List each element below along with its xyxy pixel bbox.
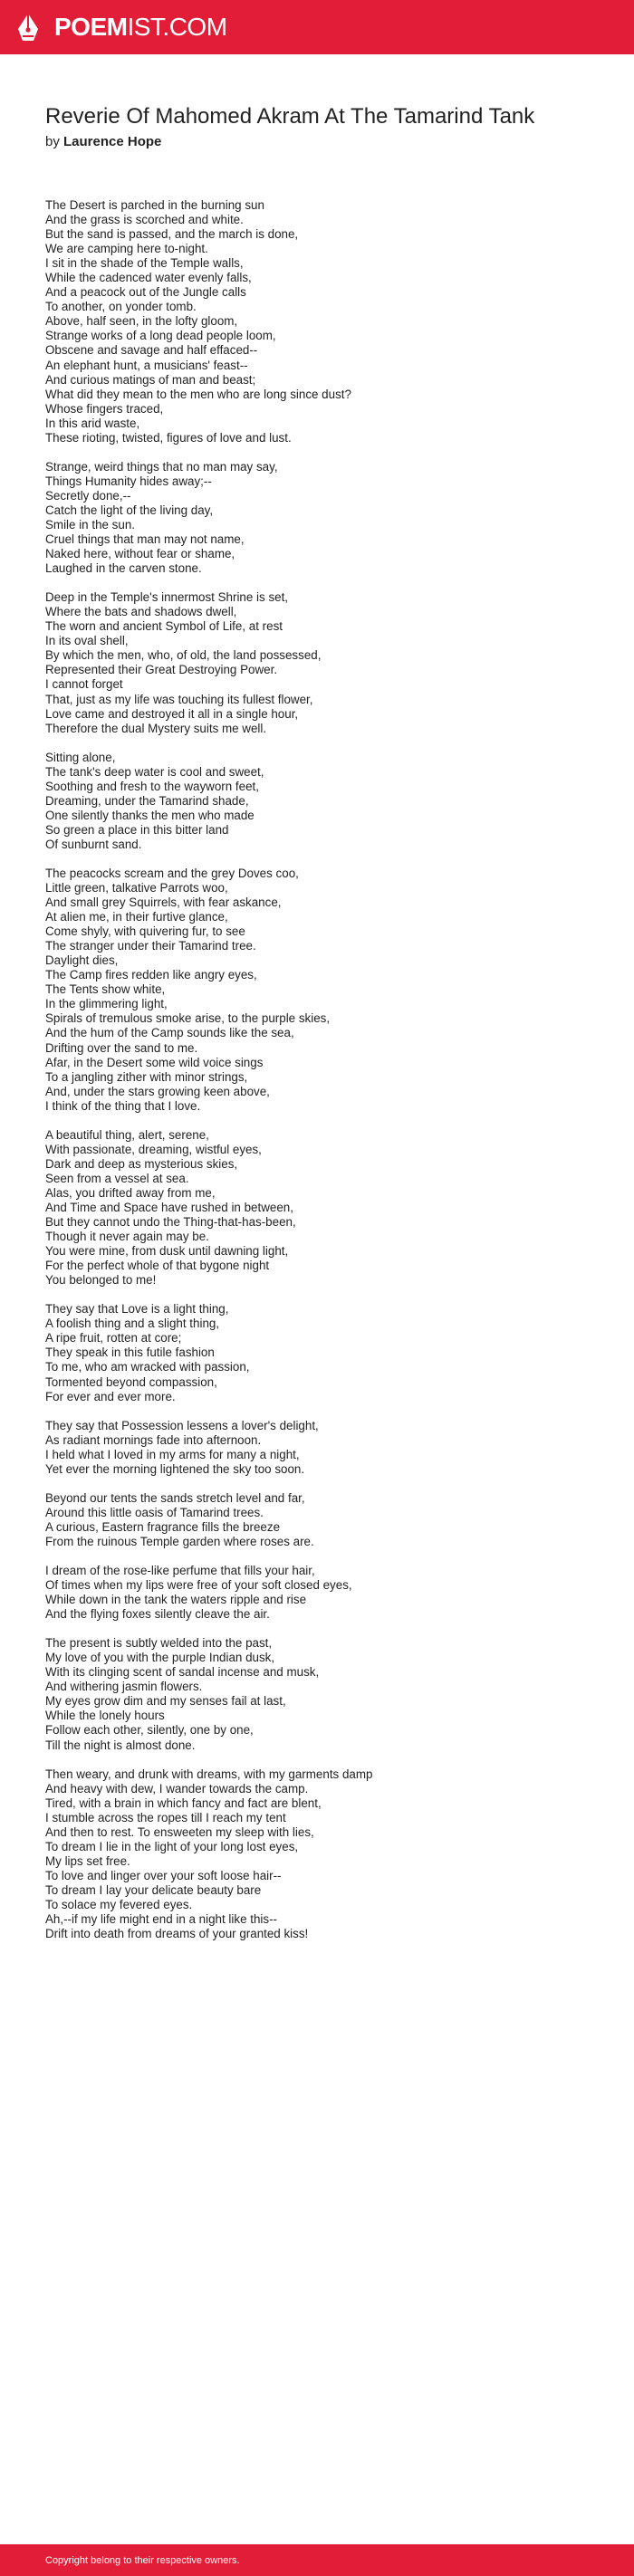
poem-line: A curious, Eastern fragrance fills the breeze	[45, 1519, 281, 1534]
poem-line: Ah,--if my life might end in a night like this--	[45, 1912, 278, 1927]
site-footer	[0, 2544, 634, 2576]
poem-line: Then weary, and drunk with dreams, with my garments damp	[45, 1767, 373, 1781]
poem-line: Whose fingers traced,	[45, 401, 164, 416]
poem-line: They say that Love is a light thing,	[45, 1302, 229, 1317]
stanza	[45, 1767, 598, 1942]
poem-line: And small grey Squirrels, with fear askance,	[45, 895, 282, 910]
by-label: by	[45, 134, 60, 149]
poem-line: To dream I lie in the light of your long lost eyes,	[45, 1839, 299, 1853]
poem-line: My love of you with the purple Indian dusk,	[45, 1651, 275, 1665]
poem-line: Soothing and fresh to the wayworn feet,	[45, 779, 259, 793]
poem-line: I stumble across the ropes till I reach my tent	[45, 1810, 286, 1824]
poem-line: Come shyly, with quivering fur, to see	[45, 924, 245, 939]
poem-line: Drifting over the sand to me.	[45, 1040, 198, 1055]
poem-line: Therefore the dual Mystery suits me well.	[45, 721, 267, 735]
poem-line: Above, half seen, in the lofty gloom,	[45, 314, 238, 329]
poem-line: While the lonely hours	[45, 1709, 165, 1723]
poem-line: The tank's deep water is cool and sweet,	[45, 764, 264, 779]
poem-line: While the cadenced water evenly falls,	[45, 271, 252, 285]
poem-line: To solace my fevered eyes.	[45, 1897, 193, 1911]
poem-line: The Tents show white,	[45, 982, 166, 997]
poem-line: Follow each other, silently, one by one,	[45, 1723, 254, 1738]
poem-line: For the perfect whole of that bygone night	[45, 1259, 270, 1273]
poem-line: And heavy with dew, I wander towards the camp.	[45, 1781, 309, 1796]
byline	[45, 133, 161, 151]
poem-line: At alien me, in their furtive glance,	[45, 910, 228, 924]
poem-line: Obscene and savage and half effaced--	[45, 343, 258, 358]
poem-line: But the sand is passed, and the march is done,	[45, 227, 299, 242]
poem-line: And a peacock out of the Jungle calls	[45, 285, 246, 300]
stanza	[45, 1491, 598, 1549]
poem-line: Around this little oasis of Tamarind trees.	[45, 1505, 264, 1519]
poem-line: And the hum of the Camp sounds like the sea,	[45, 1026, 294, 1040]
site-header	[0, 0, 634, 54]
poem-line: I sit in the shade of the Temple walls,	[45, 256, 244, 271]
poem-line: I held what I loved in my arms for many a night,	[45, 1447, 300, 1461]
poem-line: The worn and ancient Symbol of Life, at rest	[45, 619, 283, 634]
poem-line: Represented their Great Destroying Power.	[45, 663, 278, 677]
poem-line: And the flying foxes silently cleave the air.	[45, 1607, 270, 1622]
poem-line: Daylight dies,	[45, 953, 119, 968]
poem-line: Drift into death from dreams of your granted kiss!	[45, 1927, 309, 1941]
poem-line: They say that Possession lessens a lover's delight,	[45, 1418, 319, 1432]
poem-line: To another, on yonder tomb.	[45, 300, 197, 314]
poem-line: Of times when my lips were free of your soft closed eyes,	[45, 1578, 352, 1593]
poem-line: Though it never again may be.	[45, 1230, 209, 1244]
poem-line: In this arid waste,	[45, 416, 140, 430]
poem-line: Tired, with a brain in which fancy and fact are blent,	[45, 1796, 322, 1810]
poem-line: Dreaming, under the Tamarind shade,	[45, 793, 249, 808]
poem-body	[45, 198, 598, 1956]
stanza	[45, 751, 598, 852]
poem-line: To me, who am wracked with passion,	[45, 1360, 250, 1374]
logo-light-text: IST.COM	[127, 13, 227, 41]
poem-line: The stranger under their Tamarind tree.	[45, 939, 256, 953]
stanza	[45, 1302, 598, 1403]
poem-line: And curious matings of man and beast;	[45, 372, 256, 387]
poem-line: I think of the thing that I love.	[45, 1098, 201, 1113]
poem-line: Deep in the Temple's innermost Shrine is set,	[45, 590, 289, 605]
stanza	[45, 198, 598, 445]
poem-line: Beyond our tents the sands stretch level and far,	[45, 1490, 305, 1505]
poem-line: And, under the stars growing keen above,	[45, 1084, 270, 1098]
poem-line: And then to rest. To ensweeten my sleep with lies,	[45, 1824, 314, 1839]
poem-line: Of sunburnt sand.	[45, 837, 142, 851]
stanza	[45, 1564, 598, 1622]
poem-line: Alas, you drifted away from me,	[45, 1185, 216, 1200]
poem-line: Laughed in the carven stone.	[45, 561, 202, 576]
poem-line: To a jangling zither with minor strings,	[45, 1069, 248, 1084]
poem-line: One silently thanks the men who made	[45, 808, 255, 822]
poem-line: To dream I lay your delicate beauty bare	[45, 1882, 262, 1897]
copyright-text: Copyright belong to their respective owners.	[45, 2555, 240, 2566]
poem-line: We are camping here to-night.	[45, 242, 208, 256]
stanza	[45, 1128, 598, 1288]
poem-line: And the grass is scorched and white.	[45, 213, 244, 227]
poem-line: So green a place in this bitter land	[45, 822, 229, 837]
pen-nib-icon[interactable]	[16, 13, 40, 42]
poem-line: Afar, in the Desert some wild voice sings	[45, 1055, 264, 1069]
poem-line: That, just as my life was touching its fullest flower,	[45, 692, 313, 706]
poem-line: With its clinging scent of sandal incense and musk,	[45, 1665, 320, 1680]
poem-line: Till the night is almost done.	[45, 1738, 196, 1752]
poem-line: A foolish thing and a slight thing,	[45, 1317, 220, 1331]
poem-line: My lips set free.	[45, 1853, 130, 1868]
stanza	[45, 460, 598, 576]
poem-line: Yet ever the morning lightened the sky too soon.	[45, 1461, 305, 1476]
poem-line: But they cannot undo the Thing-that-has-been,	[45, 1215, 296, 1230]
poem-line: In its oval shell,	[45, 634, 129, 648]
poem-line: For ever and ever more.	[45, 1389, 176, 1403]
site-logo[interactable]	[54, 14, 227, 41]
author-name[interactable]: Laurence Hope	[63, 134, 162, 149]
poem-line: Love came and destroyed it all in a single hour,	[45, 706, 299, 721]
poem-line: In the glimmering light,	[45, 997, 168, 1011]
poem-line: They speak in this futile fashion	[45, 1345, 215, 1360]
poem-line: The present is subtly welded into the past,	[45, 1636, 273, 1651]
poem-line: What did they mean to the men who are long since dust?	[45, 387, 351, 401]
poem-line: You were mine, from dusk until dawning light,	[45, 1244, 289, 1259]
poem-line: As radiant mornings fade into afternoon.	[45, 1432, 262, 1447]
poem-line: A ripe fruit, rotten at core;	[45, 1331, 182, 1345]
poem-line: Smile in the sun.	[45, 517, 135, 531]
poem-line: I cannot forget	[45, 677, 123, 692]
poem-line: To love and linger over your soft loose hair--	[45, 1868, 282, 1882]
poem-line: Dark and deep as mysterious skies,	[45, 1156, 238, 1171]
poem-line: These rioting, twisted, figures of love and lust.	[45, 430, 292, 445]
poem-line: Catch the light of the living day,	[45, 503, 214, 517]
logo-bold-text: POEM	[54, 13, 128, 41]
poem-line: The Camp fires redden like angry eyes,	[45, 968, 257, 982]
poem-line: My eyes grow dim and my senses fail at last,	[45, 1694, 286, 1709]
poem-line: Secretly done,--	[45, 488, 131, 503]
poem-line: Things Humanity hides away;--	[45, 474, 212, 488]
poem-line: By which the men, who, of old, the land possessed,	[45, 648, 322, 663]
poem-line: Sitting alone,	[45, 750, 116, 764]
poem-line: You belonged to me!	[45, 1273, 157, 1288]
poem-line: Seen from a vessel at sea.	[45, 1171, 189, 1185]
poem-line: Little green, talkative Parrots woo,	[45, 881, 228, 895]
poem-line: An elephant hunt, a musicians' feast--	[45, 358, 248, 372]
poem-line: Spirals of tremulous smoke arise, to the purple skies,	[45, 1011, 331, 1026]
poem-line: Strange, weird things that no man may say,	[45, 459, 278, 474]
poem-line: And withering jasmin flowers.	[45, 1680, 203, 1694]
poem-line: I dream of the rose-like perfume that fills your hair,	[45, 1563, 315, 1577]
poem-title: Reverie Of Mahomed Akram At The Tamarind Tank	[45, 104, 535, 129]
poem-line: While down in the tank the waters ripple and rise	[45, 1593, 307, 1607]
poem-line: The Desert is parched in the burning sun	[45, 198, 264, 212]
stanza	[45, 1636, 598, 1752]
stanza	[45, 1419, 598, 1477]
stanza	[45, 867, 598, 1114]
poem-line: Strange works of a long dead people loom,	[45, 329, 276, 343]
poem-line: Where the bats and shadows dwell,	[45, 605, 237, 619]
poem-line: Naked here, without fear or shame,	[45, 547, 235, 561]
poem-line: From the ruinous Temple garden where roses are.	[45, 1534, 314, 1548]
poem-line: A beautiful thing, alert, serene,	[45, 1127, 209, 1142]
poem-line: The peacocks scream and the grey Doves coo,	[45, 866, 299, 880]
poem-line: With passionate, dreaming, wistful eyes,	[45, 1142, 262, 1156]
poem-line: Tormented beyond compassion,	[45, 1374, 217, 1389]
poem-line: Cruel things that man may not name,	[45, 532, 245, 547]
stanza	[45, 590, 598, 735]
poem-line: And Time and Space have rushed in between,	[45, 1201, 293, 1214]
